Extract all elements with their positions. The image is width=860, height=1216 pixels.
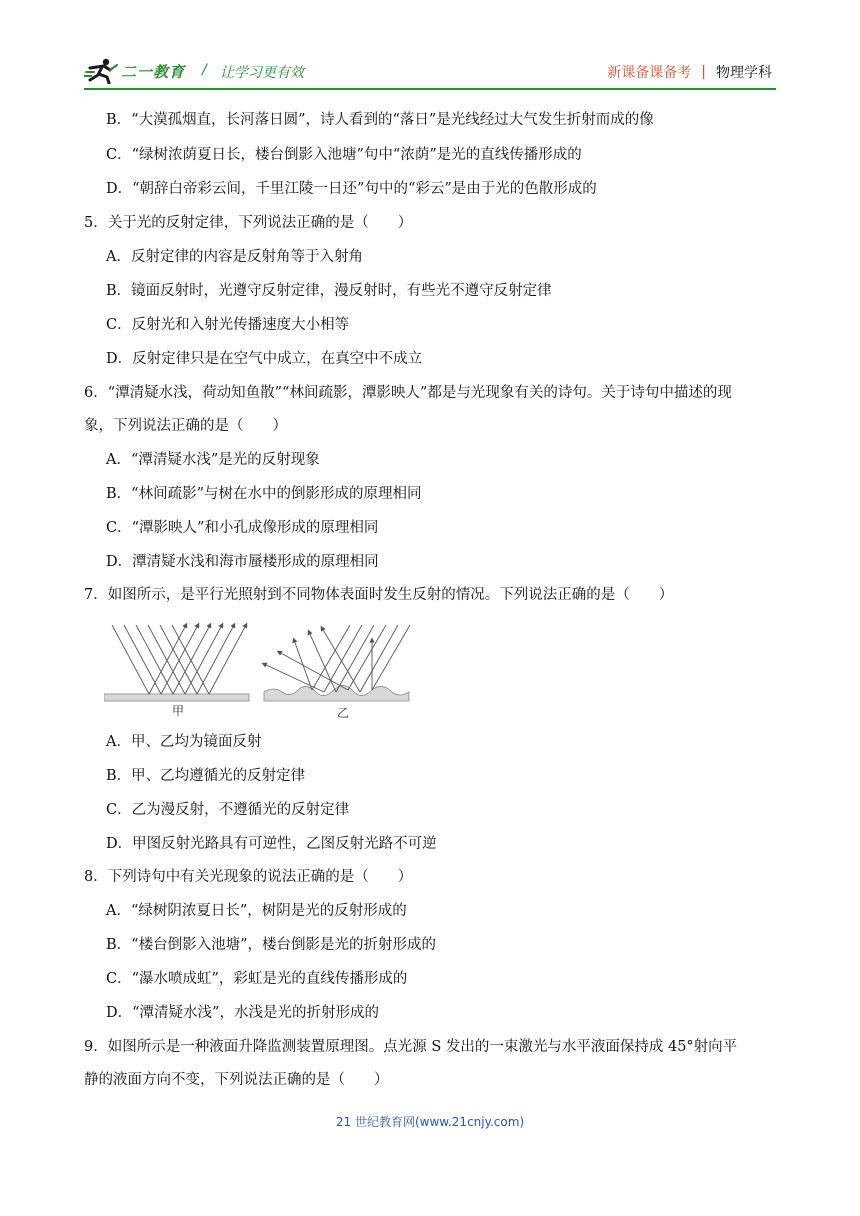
- subject-label: 物理学科: [716, 65, 772, 81]
- answer-option: D．“潭清疑水浅”，水浅是光的折射形成的: [106, 1005, 379, 1021]
- diffuse-rays: [264, 625, 410, 692]
- specular-rays: [112, 625, 246, 694]
- smooth-surface: [104, 694, 249, 701]
- rough-surface: [264, 685, 409, 701]
- question-stem: 6．“潭清疑水浅，荷动知鱼散”“林间疏影，潭影映人”都是与光现象有关的诗句。关于诗句中描述的现: [84, 385, 732, 401]
- question-stem-continued: 象，下列说法正确的是（ ）: [84, 418, 287, 434]
- answer-option: D．“朝辞白帝彩云间，千里江陵一日还”句中的“彩云”是由于光的色散形成的: [106, 181, 597, 197]
- reflection-diagram: [104, 620, 414, 720]
- header-divider: |: [701, 64, 706, 80]
- question-stem: 9．如图所示是一种液面升降监测装置原理图。点光源 S 发出的一束激光与水平液面保持成 45°射向平: [84, 1039, 738, 1055]
- answer-option: A．反射定律的内容是反射角等于入射角: [106, 249, 363, 265]
- answer-option: D．甲图反射光路具有可逆性，乙图反射光路不可逆: [106, 836, 437, 852]
- slogan: 让学习更有效: [220, 65, 304, 81]
- question-stem: 8．下列诗句中有关光现象的说法正确的是（ ）: [84, 869, 413, 885]
- logo: [84, 58, 185, 84]
- slogan-separator: /: [202, 62, 207, 78]
- label-jia: 甲: [172, 704, 185, 718]
- answer-option: B．镜面反射时，光遵守反射定律，漫反射时，有些光不遵守反射定律: [106, 283, 552, 299]
- answer-option: D．潭清疑水浅和海市蜃楼形成的原理相同: [106, 554, 379, 570]
- question-stem: 5．关于光的反射定律，下列说法正确的是（ ）: [84, 215, 413, 231]
- label-yi: 乙: [337, 706, 350, 720]
- logo-text: 二一教育: [121, 62, 186, 81]
- answer-option: C．反射光和入射光传播速度大小相等: [106, 317, 350, 333]
- question-stem-continued: 静的液面方向不变，下列说法正确的是（ ）: [84, 1072, 389, 1088]
- course-label: 新课备课备考: [607, 65, 692, 81]
- runner-logo-icon: [84, 58, 118, 84]
- answer-option: B．“林间疏影”与树在水中的倒影形成的原理相同: [106, 486, 422, 502]
- answer-option: A．甲、乙均为镜面反射: [106, 734, 262, 750]
- answer-option: D．反射定律只是在空气中成立，在真空中不成立: [106, 351, 423, 367]
- answer-option: B．甲、乙均遵循光的反射定律: [106, 768, 306, 784]
- page-footer: 21 世纪教育网(www.21cnjy.com): [335, 1115, 525, 1129]
- answer-option: B．“楼台倒影入池塘”，楼台倒影是光的折射形成的: [106, 937, 436, 953]
- answer-option: C．“潭影映人”和小孔成像形成的原理相同: [106, 520, 379, 536]
- page-header: [0, 0, 860, 100]
- question-stem: 7．如图所示，是平行光照射到不同物体表面时发生反射的情况。下列说法正确的是（ ）: [84, 587, 674, 603]
- answer-option: A．“绿树阴浓夏日长”，树阴是光的反射形成的: [106, 903, 407, 919]
- answer-option: C．乙为漫反射，不遵循光的反射定律: [106, 802, 350, 818]
- header-rule: [84, 88, 776, 90]
- answer-option: B．“大漠孤烟直，长河落日圆”，诗人看到的“落日”是光线经过大气发生折射而成的像: [106, 112, 654, 128]
- header-right: [607, 62, 772, 82]
- reflection-figure: [104, 620, 414, 720]
- answer-option: A．“潭清疑水浅”是光的反射现象: [106, 452, 320, 468]
- answer-option: C．“瀑水喷成虹”，彩虹是光的直线传播形成的: [106, 971, 408, 987]
- answer-option: C．“绿树浓荫夏日长，楼台倒影入池塘”句中“浓荫”是光的直线传播形成的: [106, 147, 582, 163]
